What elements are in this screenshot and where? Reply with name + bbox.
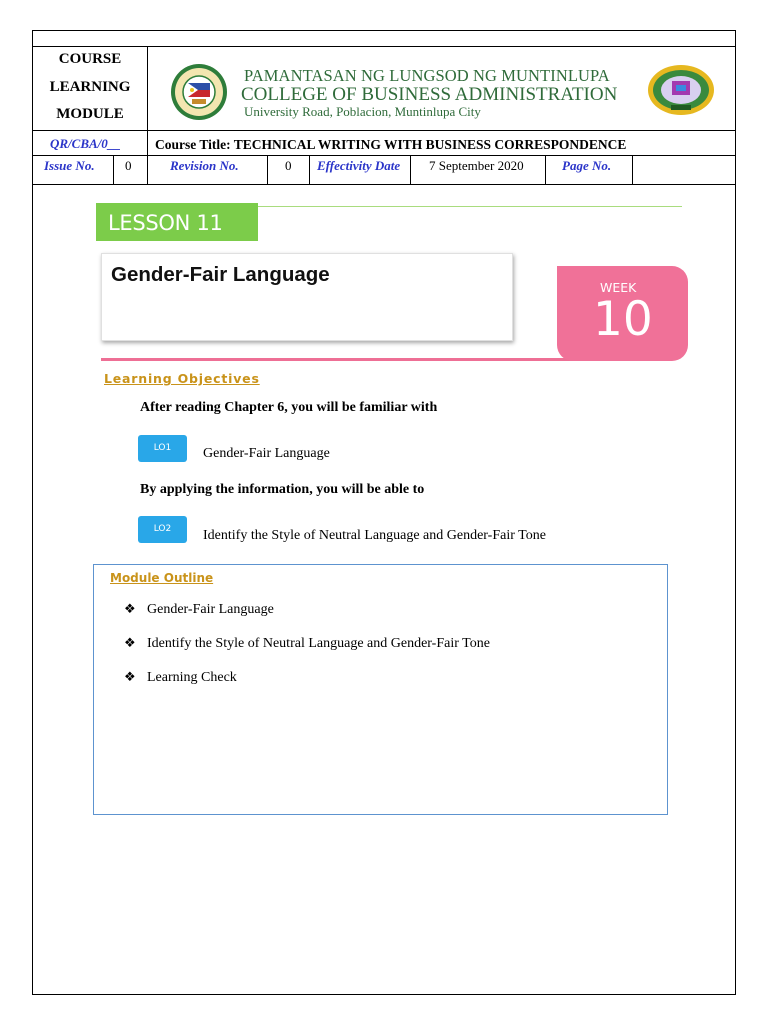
college-name: COLLEGE OF BUSINESS ADMINISTRATION	[241, 84, 618, 105]
lesson-label: LESSON 11	[108, 211, 223, 235]
issue-divider	[113, 155, 114, 184]
university-seal-logo	[170, 63, 228, 121]
header-line-3	[32, 155, 736, 156]
outline-item	[124, 636, 490, 652]
university-name: PAMANTASAN NG LUNGSOD NG MUNTINLUPA	[244, 66, 610, 85]
revision-value-divider	[309, 155, 310, 184]
header-line-2	[32, 130, 736, 131]
learning-objectives-heading: Learning Objectives	[104, 371, 260, 386]
module-label	[33, 46, 147, 129]
college-seal-logo	[647, 64, 715, 116]
page-divider	[632, 155, 633, 184]
university-address: University Road, Poblacion, Muntinlupa City	[244, 104, 481, 119]
page-label: Page No.	[562, 158, 612, 173]
module-label-line-3: MODULE	[56, 106, 124, 122]
revision-value: 0	[285, 158, 292, 173]
course-title: Course Title: TECHNICAL WRITING WITH BUSINESS CORRESPONDENCE	[155, 137, 627, 152]
objectives-intro-1: After reading Chapter 6, you will be familiar with	[140, 400, 438, 415]
objectives-intro-2: By applying the information, you will be able to	[140, 482, 425, 497]
lesson-topic: Gender-Fair Language	[111, 263, 330, 286]
week-label: WEEK	[600, 280, 637, 295]
effectivity-value: 7 September 2020	[429, 158, 524, 173]
document-code: QR/CBA/0__	[50, 136, 121, 151]
outline-item-text: Gender-Fair Language	[147, 602, 274, 617]
issue-value-divider	[147, 155, 148, 184]
outline-item-text: Identify the Style of Neutral Language and Gender-Fair Tone	[147, 636, 490, 651]
header-divider	[147, 46, 148, 130]
diamond-bullet-icon: ❖	[124, 602, 136, 617]
revision-label: Revision No.	[170, 158, 239, 173]
issue-label: Issue No.	[44, 158, 95, 173]
diamond-bullet-icon: ❖	[124, 636, 136, 651]
diamond-bullet-icon: ❖	[124, 670, 136, 685]
lo2-text: Identify the Style of Neutral Language and Gender-Fair Tone	[203, 528, 546, 543]
outline-item	[124, 670, 237, 686]
effectivity-value-divider	[545, 155, 546, 184]
lo1-text: Gender-Fair Language	[203, 446, 330, 461]
code-divider	[147, 130, 148, 155]
revision-divider	[267, 155, 268, 184]
effectivity-label: Effectivity Date	[317, 158, 401, 173]
outline-item	[124, 602, 274, 618]
module-outline-heading: Module Outline	[110, 571, 214, 585]
module-label-line-2: LEARNING	[49, 78, 131, 95]
module-label-line-1: COURSE	[58, 51, 122, 67]
page-frame	[32, 30, 736, 995]
header-bottom-line	[32, 184, 736, 185]
outline-item-text: Learning Check	[147, 670, 237, 685]
effectivity-divider	[410, 155, 411, 184]
lo1-badge: LO1	[138, 435, 187, 462]
week-number: 10	[593, 292, 653, 347]
issue-value: 0	[125, 158, 132, 173]
lo2-badge: LO2	[138, 516, 187, 543]
